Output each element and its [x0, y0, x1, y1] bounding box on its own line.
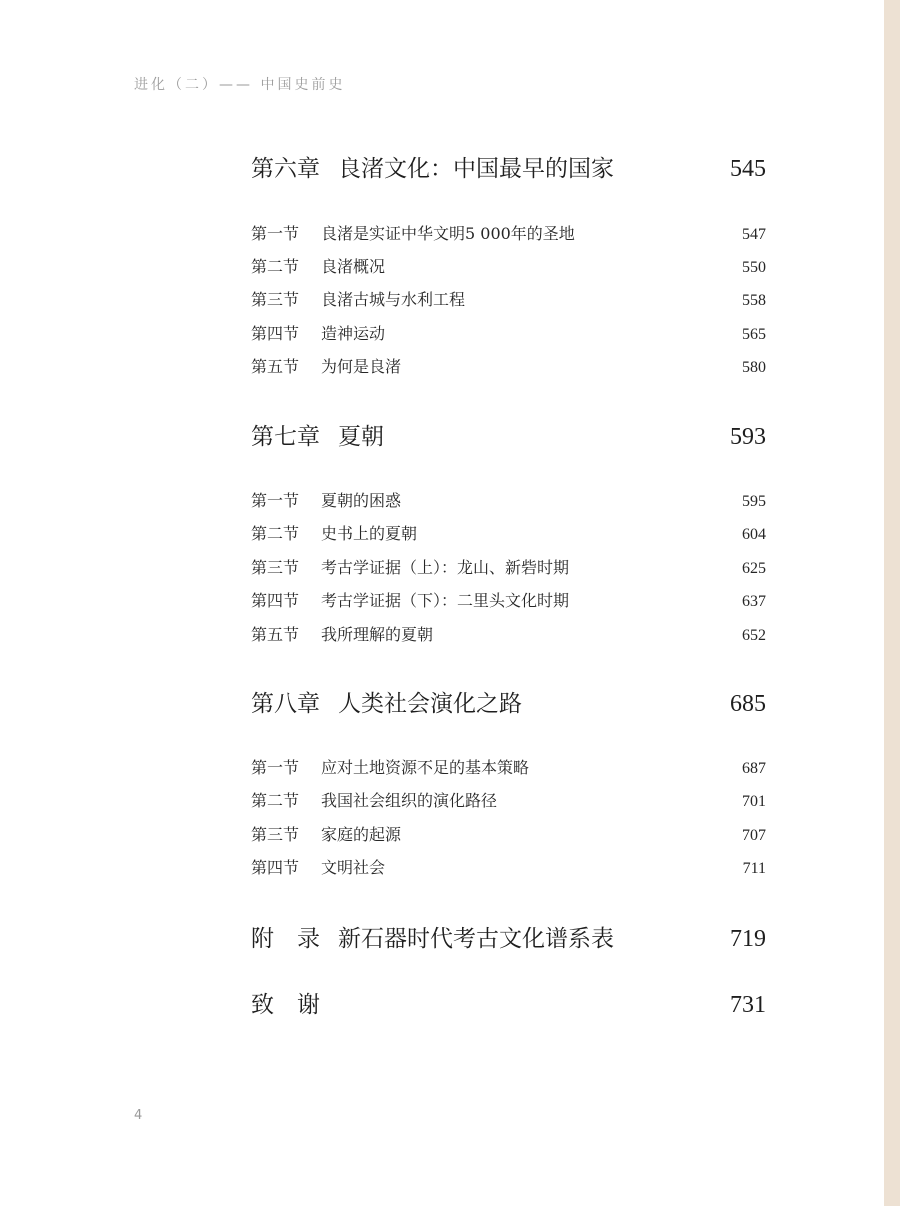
page-edge-strip [884, 0, 900, 1206]
section-page: 625 [742, 560, 766, 577]
chapter-page: 685 [730, 691, 766, 717]
toc-chapter-8[interactable] [251, 685, 766, 718]
section-page: 707 [742, 827, 766, 844]
section-title: 考古学证据（下）：二里头文化时期 [321, 591, 570, 610]
section-label: 第二节 [251, 524, 300, 543]
section-page: 547 [742, 226, 766, 243]
section-title: 良渚古城与水利工程 [321, 290, 466, 309]
toc-section[interactable] [251, 588, 766, 611]
toc-section[interactable] [251, 521, 766, 544]
section-title: 良渚概况 [321, 257, 386, 276]
toc-section[interactable] [251, 822, 766, 845]
chapter-title: 人类社会演化之路 [338, 691, 522, 717]
section-title: 造神运动 [321, 324, 386, 343]
running-header: 进化（二）—— 中国史前史 [134, 77, 346, 93]
toc-section[interactable] [251, 354, 766, 377]
section-page: 558 [742, 292, 766, 309]
chapter-title: 良渚文化：中国最早的国家 [338, 156, 614, 182]
chapter-label: 第六章 [251, 156, 320, 182]
section-page: 604 [742, 526, 766, 543]
section-page: 565 [742, 326, 766, 343]
section-title: 应对土地资源不足的基本策略 [321, 758, 530, 777]
toc-section[interactable] [251, 321, 766, 344]
section-page: 687 [742, 760, 766, 777]
acknowledgements-label: 致 谢 [251, 992, 320, 1018]
section-label: 第五节 [251, 625, 300, 644]
acknowledgements-page: 731 [730, 992, 766, 1018]
section-title: 我所理解的夏朝 [321, 625, 434, 644]
toc-section[interactable] [251, 221, 766, 244]
appendix-title: 新石器时代考古文化谱系表 [338, 926, 614, 952]
section-page: 652 [742, 627, 766, 644]
chapter-label: 第七章 [251, 424, 320, 450]
section-page: 580 [742, 359, 766, 376]
appendix-label: 附 录 [251, 926, 320, 952]
chapter-page: 593 [730, 424, 766, 450]
toc-section[interactable] [251, 488, 766, 511]
section-title: 我国社会组织的演化路径 [321, 791, 498, 810]
section-label: 第二节 [251, 257, 300, 276]
toc-chapter-6[interactable] [251, 150, 766, 183]
section-title: 为何是良渚 [321, 357, 402, 376]
chapter-page: 545 [730, 156, 766, 182]
appendix-page: 719 [730, 926, 766, 952]
toc-section[interactable] [251, 788, 766, 811]
section-label: 第四节 [251, 324, 300, 343]
toc-appendix[interactable] [251, 920, 766, 953]
toc-section[interactable] [251, 287, 766, 310]
section-page: 701 [742, 793, 766, 810]
section-label: 第三节 [251, 290, 300, 309]
section-title: 良渚是实证中华文明5 000年的圣地 [321, 224, 575, 243]
chapter-label: 第八章 [251, 691, 320, 717]
toc-section[interactable] [251, 254, 766, 277]
toc-section[interactable] [251, 555, 766, 578]
section-title: 文明社会 [321, 858, 386, 877]
toc-section[interactable] [251, 622, 766, 645]
section-title: 考古学证据（上）：龙山、新砦时期 [321, 558, 570, 577]
section-title: 史书上的夏朝 [321, 524, 418, 543]
section-label: 第四节 [251, 858, 300, 877]
section-label: 第三节 [251, 825, 300, 844]
chapter-title: 夏朝 [338, 424, 384, 450]
toc-section[interactable] [251, 755, 766, 778]
section-page: 550 [742, 259, 766, 276]
section-label: 第四节 [251, 591, 300, 610]
section-page: 711 [742, 860, 766, 877]
section-label: 第一节 [251, 491, 300, 510]
toc-chapter-7[interactable] [251, 418, 766, 451]
section-label: 第二节 [251, 791, 300, 810]
section-page: 595 [742, 493, 766, 510]
section-title: 夏朝的困惑 [321, 491, 402, 510]
section-label: 第五节 [251, 357, 300, 376]
toc-acknowledgements[interactable] [251, 986, 766, 1019]
section-title: 家庭的起源 [321, 825, 402, 844]
section-label: 第三节 [251, 558, 300, 577]
section-label: 第一节 [251, 224, 300, 243]
section-page: 637 [742, 593, 766, 610]
page-number: 4 [134, 1108, 143, 1123]
toc-section[interactable] [251, 855, 766, 878]
section-label: 第一节 [251, 758, 300, 777]
